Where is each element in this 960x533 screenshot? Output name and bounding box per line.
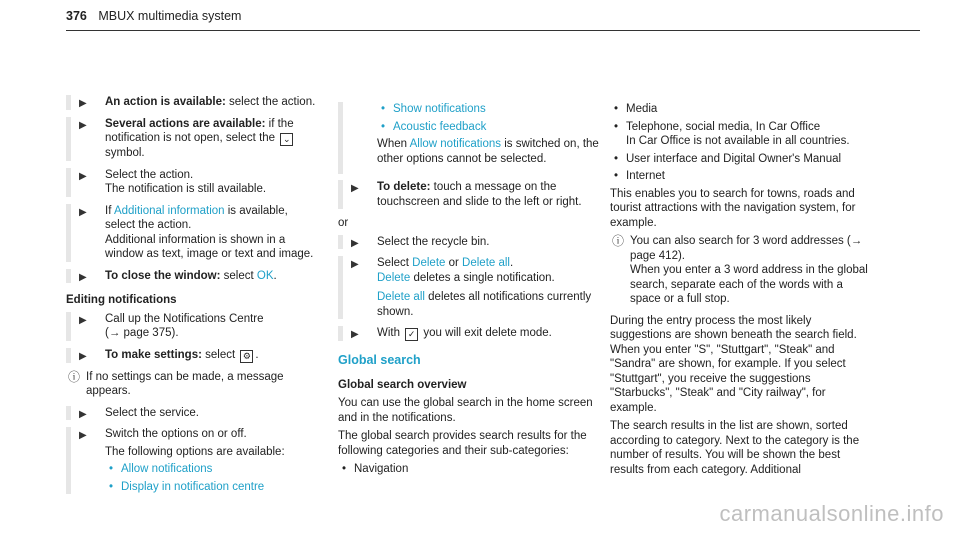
step-text: is available, select the action. <box>105 204 288 231</box>
step-text: Switch the options on or off. <box>105 428 247 440</box>
step-switch-options <box>66 427 321 494</box>
step-text: if the notification is not open, select the <box>105 117 294 144</box>
step-text: The notification is still available. <box>105 183 267 195</box>
header-rule <box>66 30 920 31</box>
step-label: To close the window: <box>105 269 221 282</box>
options-continued <box>338 102 608 174</box>
gear-icon: ⚙ <box>240 350 253 363</box>
or-text: or <box>338 217 349 229</box>
page-reference: (→ page 375). <box>105 327 179 339</box>
step-label: An action is available: <box>105 96 226 108</box>
step-text: touch a message on the touchscreen and slide to the left or right. <box>377 181 582 208</box>
step-text: Additional information is shown in a window as text, image or text and image. <box>105 233 314 260</box>
arrow-icon: ▶ <box>351 237 359 249</box>
step-call-up <box>66 312 321 341</box>
list-item: • Show notifications <box>377 102 608 117</box>
step-text: Select the recycle bin. <box>377 235 490 248</box>
arrow-icon: ▶ <box>79 314 87 326</box>
note-text: You can also search for 3 word addresses (→ page 412). <box>630 235 863 262</box>
arrow-icon: ▶ <box>79 170 87 182</box>
step-recycle-bin <box>338 235 608 250</box>
arrow-icon: ▶ <box>79 350 87 362</box>
step-text: select <box>220 269 257 282</box>
step-label: Several actions are available: <box>105 117 266 130</box>
note-text: If no settings can be made, a message appears. <box>86 370 284 397</box>
paragraph: The global search provides search results for the following categories and their sub-categories: <box>338 430 587 457</box>
column-2 <box>338 102 608 480</box>
column-1 <box>66 95 321 501</box>
list-item: • Internet <box>610 169 872 184</box>
arrow-icon: ▶ <box>79 408 87 420</box>
step-select-delete: ▶ Select Delete or Delete all. Delete deletes a single notification. Delete all deletes all notifications currently shown. <box>338 256 608 319</box>
arrow-icon: ▶ <box>79 271 87 283</box>
note-text: When you enter a 3 word address in the global search, separate each of the words with a space or a full stop. <box>630 264 868 305</box>
paragraph: When Allow notifications is switched on, the other options cannot be selected. <box>377 138 599 165</box>
column-3 <box>610 102 872 481</box>
step-text: The following options are available: <box>105 445 285 458</box>
list-item: • Telephone, social media, In Car Office In Car Office is not available in all countries. <box>610 120 872 149</box>
section-heading: Editing notifications <box>66 294 177 306</box>
arrow-icon: ▶ <box>79 430 87 441</box>
step-select-action <box>66 168 321 197</box>
arrow-icon: ▶ <box>351 329 359 340</box>
page-header <box>66 9 241 23</box>
step-exit-delete: ▶ With ✓ you will exit delete mode. <box>338 326 608 341</box>
step-make-settings <box>66 348 321 363</box>
step-text: symbol. <box>105 147 145 159</box>
step-additional-info <box>66 204 321 262</box>
step-label: To make settings: <box>105 348 202 361</box>
list-item: • Display in notification centre <box>105 480 321 495</box>
subsection-heading: Global search overview <box>338 378 467 391</box>
arrow-icon: ▶ <box>351 183 359 194</box>
paragraph: This enables you to search for towns, roads and tourist attractions with the navigation system, for example. <box>610 187 856 229</box>
arrow-icon: ▶ <box>351 259 359 270</box>
step-action-available <box>66 95 321 110</box>
list-item: • Acoustic feedback <box>377 120 608 135</box>
paragraph: The search results in the list are shown, sorted according to category. Next to the category is the number of results. You will be shown the best results from each category. Additional <box>610 420 860 476</box>
paragraph: You can use the global search in the home screen and in the notifications. <box>338 397 593 424</box>
step-text: . <box>273 269 277 282</box>
page-number: 376 <box>66 9 87 23</box>
info-icon: ⓘ <box>68 369 81 384</box>
list-item: • Media <box>610 102 872 117</box>
list-item: • Allow notifications <box>105 462 321 477</box>
note <box>66 370 321 399</box>
step-text: Select the action. <box>105 168 194 181</box>
step-select-service <box>66 406 321 421</box>
arrow-icon: ▶ <box>79 119 87 131</box>
step-text: select <box>201 348 239 361</box>
paragraph: During the entry process the most likely suggestions are shown beneath the search field. When you enter "S", "Stuttgart", "Steak" and "Sandra" are shown, for example. If you select "Stuttgart", you receive the suggestions "Starbucks", "Steak" and "City railway", for example. <box>610 314 857 414</box>
section-title: Global search <box>338 353 421 367</box>
step-text: Delete all deletes all notifications currently shown. <box>377 291 592 318</box>
checkbox-icon: ✓ <box>405 328 418 341</box>
watermark: carmanualsonline.info <box>719 501 944 526</box>
arrow-icon: ▶ <box>79 98 87 109</box>
step-label: To delete: <box>377 181 431 193</box>
list-item: • Navigation <box>338 462 608 477</box>
step-text: Delete deletes a single notification. <box>377 271 555 284</box>
step-delete <box>338 180 608 209</box>
ui-term: Additional information <box>113 204 225 217</box>
arrow-icon: ▶ <box>79 206 87 218</box>
info-icon: ⓘ <box>612 234 625 248</box>
step-text: . <box>255 348 259 361</box>
page-title: MBUX multimedia system <box>98 9 242 23</box>
list-item: • User interface and Digital Owner's Manual <box>610 152 872 167</box>
step-several-actions <box>66 117 321 161</box>
options-list <box>105 462 321 494</box>
note <box>610 234 872 307</box>
step-text: Call up the Notifications Centre <box>105 312 264 325</box>
step-close-window <box>66 269 321 284</box>
step-text: If <box>105 204 114 217</box>
step-text: Select the service. <box>105 406 199 419</box>
ui-term: OK <box>256 269 274 282</box>
step-text: select the action. <box>225 96 316 108</box>
chevron-down-icon: ⌄ <box>280 133 293 146</box>
